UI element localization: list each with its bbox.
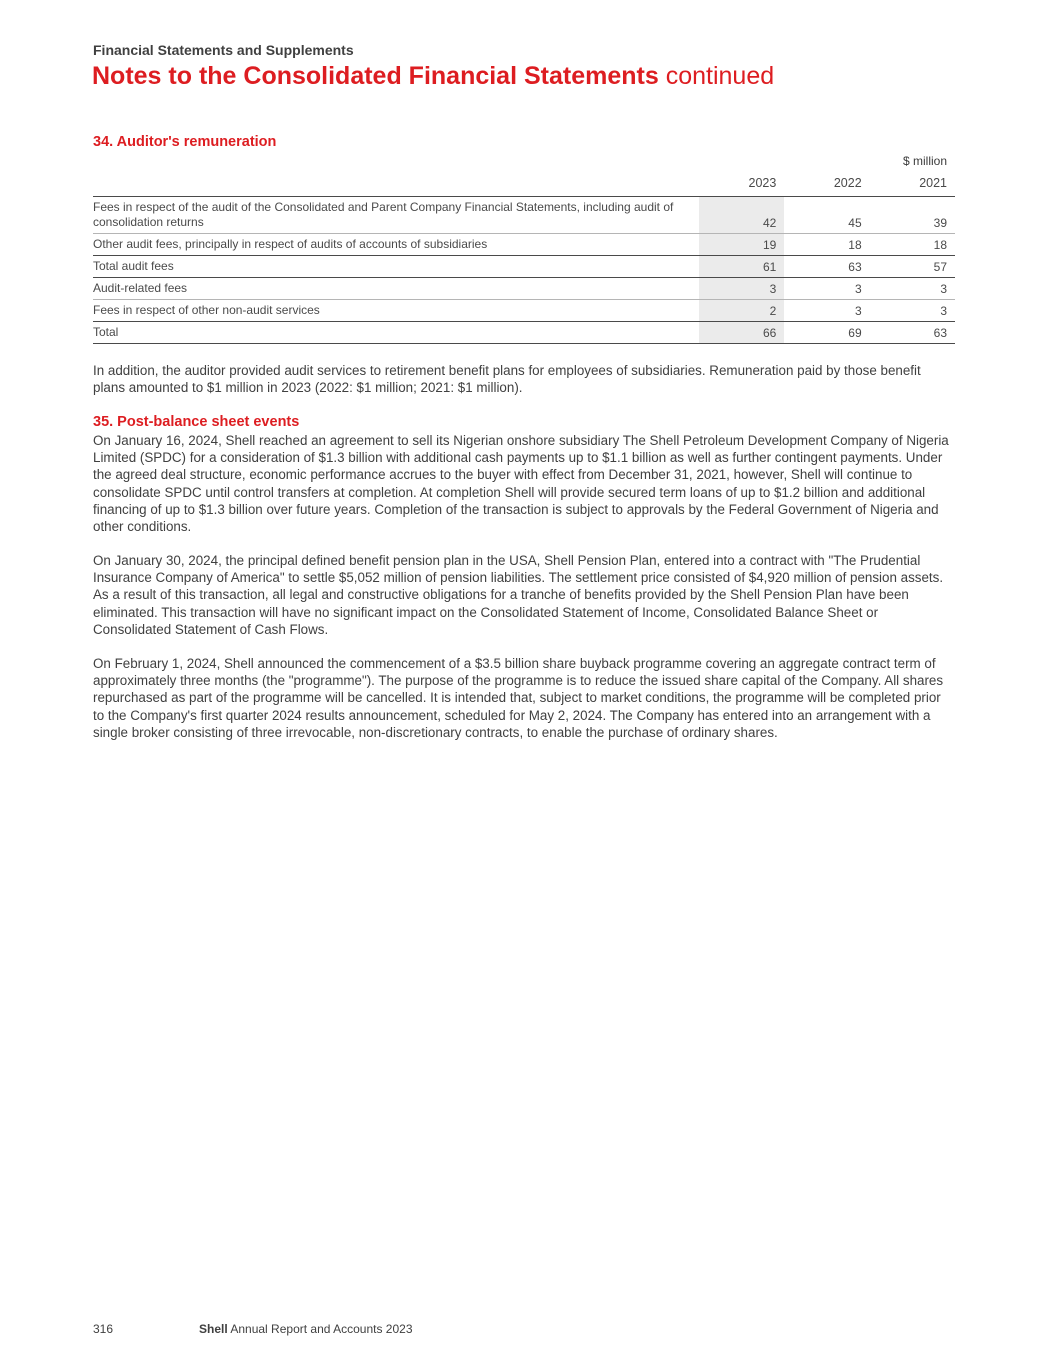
cell-2022: 45 — [848, 216, 862, 230]
cell-2021: 3 — [940, 282, 947, 296]
table-row — [93, 256, 955, 278]
auditor-remuneration-table — [93, 172, 955, 344]
cell-2023: 66 — [699, 322, 784, 344]
cell-2022: 3 — [854, 304, 862, 318]
cell-2022: 63 — [848, 260, 862, 274]
row-label: Total audit fees — [93, 259, 174, 273]
cell-2023: 61 — [699, 256, 784, 278]
note-34-heading: 34. Auditor's remuneration — [93, 134, 277, 150]
note-35-paragraph: On February 1, 2024, Shell announced the commencement of a $3.5 billion share buyback programme covering an aggregate contract term of approximately three months (the "programme"). The purpose of the programme is to reduce the issued share capital of the Company. All shares repurchased as part of the programme will be cancelled. It is intended that, subject to market conditions, the programme will be completed prior to the Company's first quarter 2024 results announcement, scheduled for May 2, 2024. The Company has entered into an arrangement with a single broker consisting of three irrevocable, non-discretionary contracts, to enable the purchase of ordinary shares. — [93, 656, 944, 740]
cell-2022: 69 — [848, 326, 862, 340]
cell-2023: 2 — [699, 300, 784, 322]
row-label: Audit-related fees — [93, 281, 188, 295]
column-header: 2021 — [919, 176, 947, 190]
page-title-main: Notes to the Consolidated Financial Statements — [92, 62, 659, 90]
cell-2022: 18 — [848, 238, 862, 252]
section-label: Financial Statements and Supplements — [93, 42, 354, 58]
cell-2023: 3 — [699, 278, 784, 300]
cell-2023: 42 — [699, 197, 784, 234]
note-35-heading: 35. Post-balance sheet events — [93, 414, 300, 430]
cell-2021: 3 — [940, 304, 947, 318]
page-title-suffix: continued — [665, 62, 775, 90]
cell-2021: 39 — [933, 216, 947, 230]
note-35-paragraph: On January 30, 2024, the principal defined benefit pension plan in the USA, Shell Pension Plan, entered into a contract with "The Prudential Insurance Company of America" to settle $5,052 million of pension liabilities. The settlement price consisted of $4,920 million of pension assets. As a result of this transaction, all legal and constructive obligations for a tranche of benefits provided by the Shell Pension Plan have been eliminated. This transaction will have no significant impact on the Consolidated Statement of Income, Consolidated Balance Sheet or Consolidated Statement of Cash Flows. — [93, 553, 944, 637]
column-header: 2022 — [833, 176, 862, 190]
cell-2021: 18 — [933, 238, 947, 252]
cell-2021: 57 — [933, 260, 947, 274]
table-header-blank — [93, 172, 699, 197]
page-title — [92, 62, 774, 91]
table-row — [93, 234, 955, 256]
table-row — [93, 300, 955, 322]
table-row-total — [93, 322, 955, 344]
table-row — [93, 197, 955, 234]
row-label: Other audit fees, principally in respect of audits of accounts of subsidiaries — [93, 237, 488, 251]
brand-name: Shell — [199, 1322, 228, 1336]
page-number: 316 — [93, 1322, 114, 1336]
cell-2021: 63 — [933, 326, 947, 340]
row-label: Total — [93, 325, 119, 339]
row-label: Fees in respect of other non-audit services — [93, 303, 320, 317]
row-label: Fees in respect of the audit of the Consolidated and Parent Company Financial Statements, including audit of consolidation returns — [93, 200, 674, 229]
footer-brand — [199, 1322, 413, 1336]
cell-2023: 19 — [699, 234, 784, 256]
cell-2022: 3 — [854, 282, 862, 296]
note-35-paragraph: On January 16, 2024, Shell reached an agreement to sell its Nigerian onshore subsidiary The Shell Petroleum Development Company of Nigeria Limited (SPDC) for a consideration of $1.3 billion with additional cash payments up to $1.1 billion as well as further contingent payments. Under the agreed deal structure, economic performance accrues to the buyer with effect from December 31, 2021, however, Shell will continue to consolidate SPDC until control transfers at completion. At completion Shell will provide secured term loans of up to $1.2 billion and additional financing of up to $1.3 billion over future years. Completion of the transaction is subject to approvals by the Federal Government of Nigeria and other conditions. — [93, 433, 949, 535]
table-row — [93, 278, 955, 300]
column-header: 2023 — [748, 176, 777, 190]
note-34-paragraph: In addition, the auditor provided audit services to retirement benefit plans for employees of subsidiaries. Remuneration paid by those benefit plans amounted to $1 million in 2023 (2022: $1 million; 2021: $1 million). — [93, 363, 921, 396]
units-label: $ million — [902, 154, 947, 168]
publication-title: Annual Report and Accounts 2023 — [230, 1322, 413, 1336]
table-header-row — [93, 172, 955, 197]
